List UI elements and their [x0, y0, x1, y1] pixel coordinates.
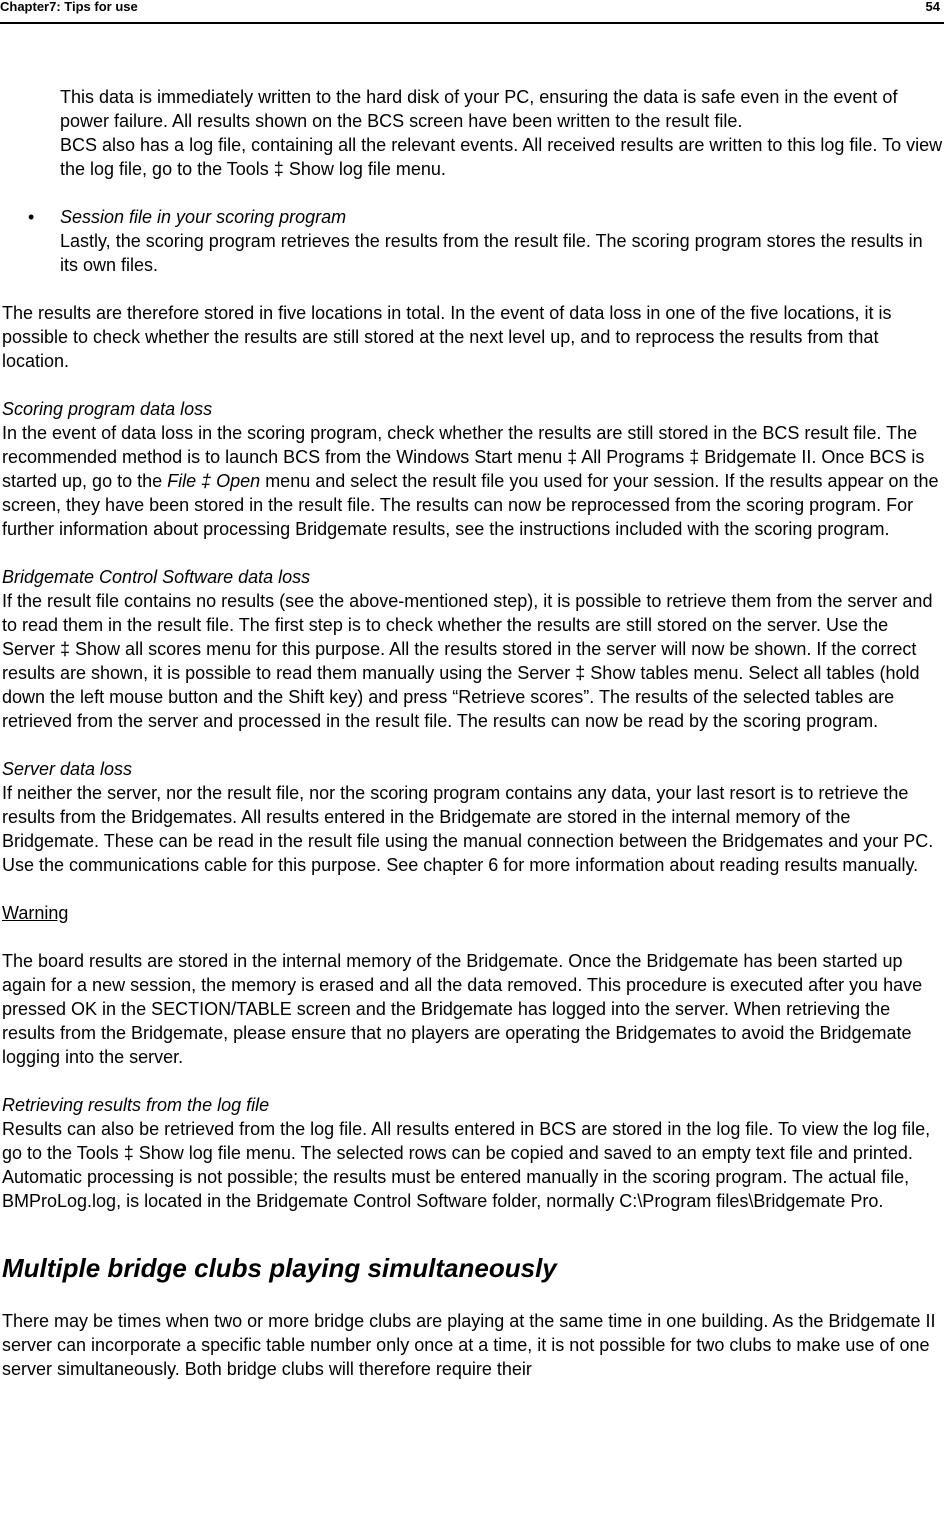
bcs-loss-paragraph: If the result file contains no results (see the above-mentioned step), it is possible to retrieve them from the server and to read them in the result file. The first step is to check whether the results are still stored on the server. Use the Server ‡ Show all scores menu for this purpose. All the results stored in the server will now be shown. If the correct results are shown, it is possible to read them manually using the Server ‡ Show tables menu. Select all tables (hold down the left mouse button and the Shift key) and press “Retrieve scores”. The results of the selected tables are retrieved from the server and processed in the result file. The results can now be read by the scoring program.: [2, 591, 933, 731]
server-loss-paragraph: If neither the server, nor the result file, nor the scoring program contains any data, your last resort is to retrieve the results from the Bridgemates. All results entered in the Bridgemate are stored in the internal memory of the Bridgemate. These can be read in the result file using the manual connection between the Bridgemates and your PC. Use the communications cable for this purpose. See chapter 6 for more information about reading results manually.: [2, 783, 934, 875]
bullet-text: Lastly, the scoring program retrieves the results from the result file. The scoring program stores the results in its own files.: [60, 231, 923, 275]
scoring-text-a: In the event of data loss in the scoring program, check whether the results are still stored in the BCS result file. The recommended method is to launch BCS from the Windows Start menu ‡ All Programs ‡ Bridgemate II. Once BCS is started up, go to the: [2, 423, 925, 491]
multiple-clubs-paragraph: There may be times when two or more bridge clubs are playing at the same time in one building. As the Bridgemate II server can incorporate a specific table number only once at a time, it is not possible for two clubs to make use of one server simultaneously. Both bridge clubs will therefore require their: [2, 1311, 936, 1379]
bcs-loss-heading: Bridgemate Control Software data loss: [2, 567, 311, 587]
multiple-clubs-heading: Multiple bridge clubs playing simultaneously: [2, 1253, 557, 1283]
bullet-icon: •: [28, 207, 35, 227]
file-open-menu: File ‡ Open: [167, 471, 261, 491]
page-number: 54: [925, 0, 940, 14]
server-loss-heading: Server data loss: [2, 759, 133, 779]
log-file-paragraph: Results can also be retrieved from the log file. All results entered in BCS are stored in the log file. To view the log file, go to the Tools ‡ Show log file menu. The selected rows can be copied and saved to an empty text file and printed. Automatic processing is not possible; the results must be entered manually in the scoring program. The actual file, BMProLog.log, is located in the Bridgemate Control Software folder, normally C:\Program files\Bridgemate Pro.: [2, 1119, 931, 1211]
warning-paragraph: The board results are stored in the internal memory of the Bridgemate. Once the Bridgemate has been started up again for a new session, the memory is erased and all the data removed. This procedure is executed after you have pressed OK in the SECTION/TABLE screen and the Bridgemate has logged into the server. When retrieving the results from the Bridgemate, please ensure that no players are operating the Bridgemates to avoid the Bridgemate logging into the server.: [2, 951, 923, 1067]
page-header: [0, 0, 944, 24]
scoring-loss-paragraph: [2, 421, 944, 541]
summary-paragraph: The results are therefore stored in five locations in total. In the event of data loss in one of the five locations, it is possible to check whether the results are still stored at the next level up, and to reprocess the results from that location.: [2, 303, 892, 371]
bullet-session-file: [2, 205, 944, 277]
bullet-title: Session file in your scoring program: [60, 207, 347, 227]
intro-paragraph-2: BCS also has a log file, containing all the relevant events. All received results are written to this log file. To view the log file, go to the Tools ‡ Show log file menu.: [60, 135, 943, 179]
intro-block: [60, 85, 944, 181]
scoring-loss-heading: Scoring program data loss: [2, 399, 213, 419]
log-file-heading: Retrieving results from the log file: [2, 1095, 270, 1115]
page-body: [2, 85, 944, 1381]
warning-heading: Warning: [2, 903, 69, 923]
intro-paragraph-1: This data is immediately written to the hard disk of your PC, ensuring the data is safe even in the event of power failure. All results shown on the BCS screen have been written to the result file.: [60, 87, 898, 131]
scoring-text-b: menu and select the result file you used for your session. If the results appear on the screen, they have been stored in the result file. The results can now be reprocessed from the scoring program. For further information about processing Bridgemate results, see the instructions included with the scoring program.: [2, 471, 939, 539]
chapter-title: Chapter7: Tips for use: [0, 0, 138, 14]
